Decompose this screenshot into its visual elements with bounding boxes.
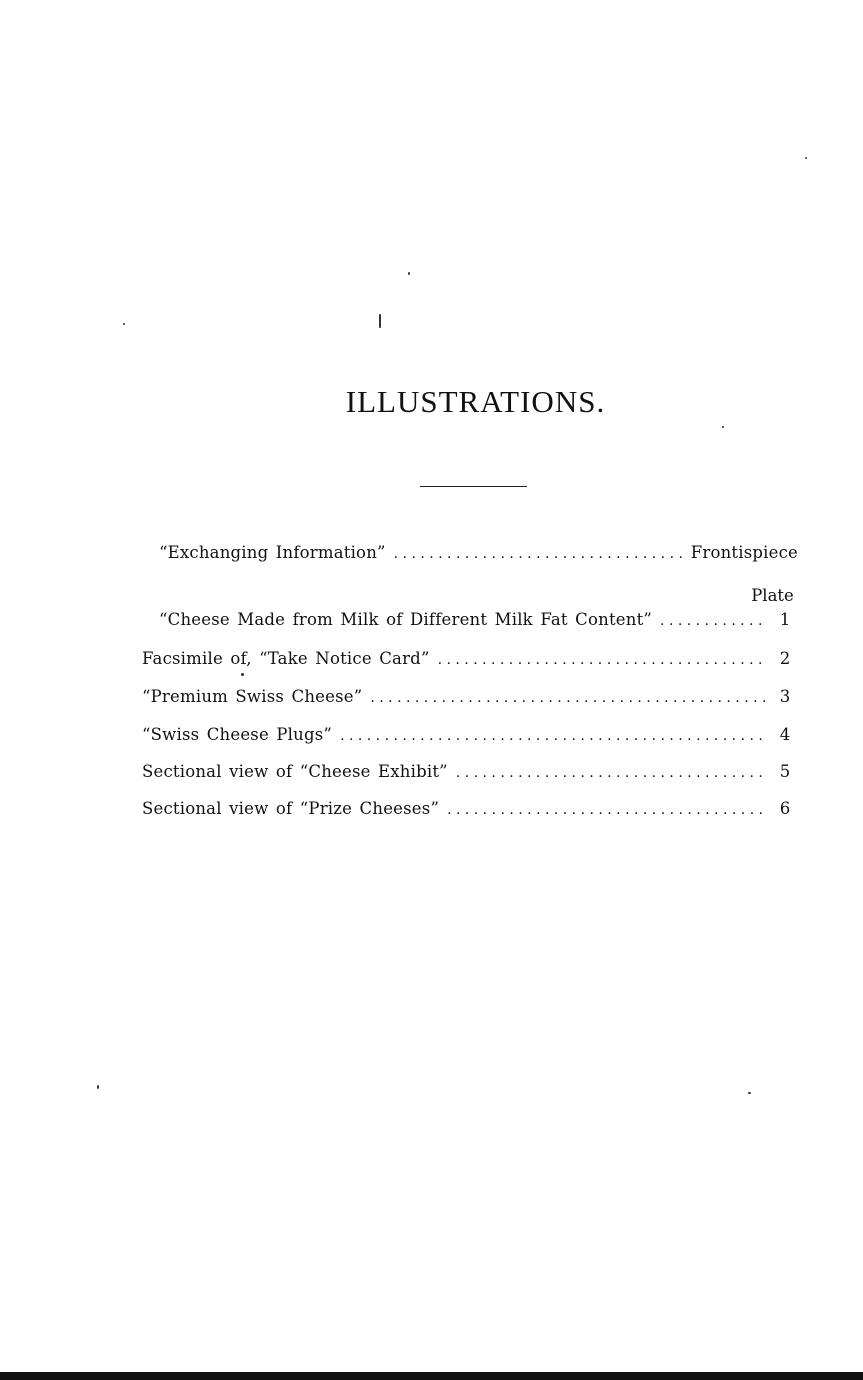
- list-item: [142, 647, 798, 671]
- entry-plate: 3: [779, 687, 791, 706]
- entry-plate: Frontispiece: [690, 543, 798, 562]
- page-title: ILLUSTRATIONS.: [345, 384, 606, 419]
- list-item: [142, 797, 798, 821]
- scan-speck: [408, 272, 410, 275]
- scan-speck: [722, 426, 724, 428]
- entry-label: Sectional view of “Prize Cheeses”: [142, 799, 440, 818]
- scan-speck: [805, 157, 807, 159]
- dot-leader: [370, 686, 768, 710]
- dot-leader: [447, 798, 768, 822]
- scan-edge-bar: [0, 1372, 863, 1380]
- entry-label: “Premium Swiss Cheese”: [142, 687, 363, 706]
- dot-leader: [340, 724, 768, 748]
- entry-plate: 6: [779, 799, 791, 818]
- entry-plate: 1: [779, 610, 791, 629]
- scan-speck: [123, 323, 125, 325]
- title-rule: [420, 486, 527, 487]
- scan-speck: [379, 314, 381, 328]
- dot-leader: [660, 609, 768, 633]
- list-item: [159, 608, 798, 632]
- scan-speck: [97, 1085, 99, 1089]
- entry-label: “Cheese Made from Milk of Different Milk Fat Content”: [159, 610, 653, 629]
- list-item: [142, 723, 798, 747]
- plate-column-header: Plate: [751, 586, 794, 605]
- entry-plate: 2: [779, 649, 791, 668]
- entry-plate: 5: [779, 762, 791, 781]
- scan-speck: [241, 673, 244, 676]
- dot-leader: [438, 648, 768, 672]
- list-item: [142, 685, 798, 709]
- entry-label: Sectional view of “Cheese Exhibit”: [142, 762, 448, 781]
- dot-leader: [394, 542, 687, 566]
- entry-label: “Exchanging Information”: [159, 543, 386, 562]
- entry-label: Facsimile of, “Take Notice Card”: [142, 649, 430, 668]
- entry-label: “Swiss Cheese Plugs”: [142, 725, 333, 744]
- list-item-frontispiece: [159, 541, 798, 565]
- list-item: [142, 760, 798, 784]
- scan-speck: [748, 1092, 751, 1094]
- dot-leader: [456, 761, 768, 785]
- entry-plate: 4: [779, 725, 791, 744]
